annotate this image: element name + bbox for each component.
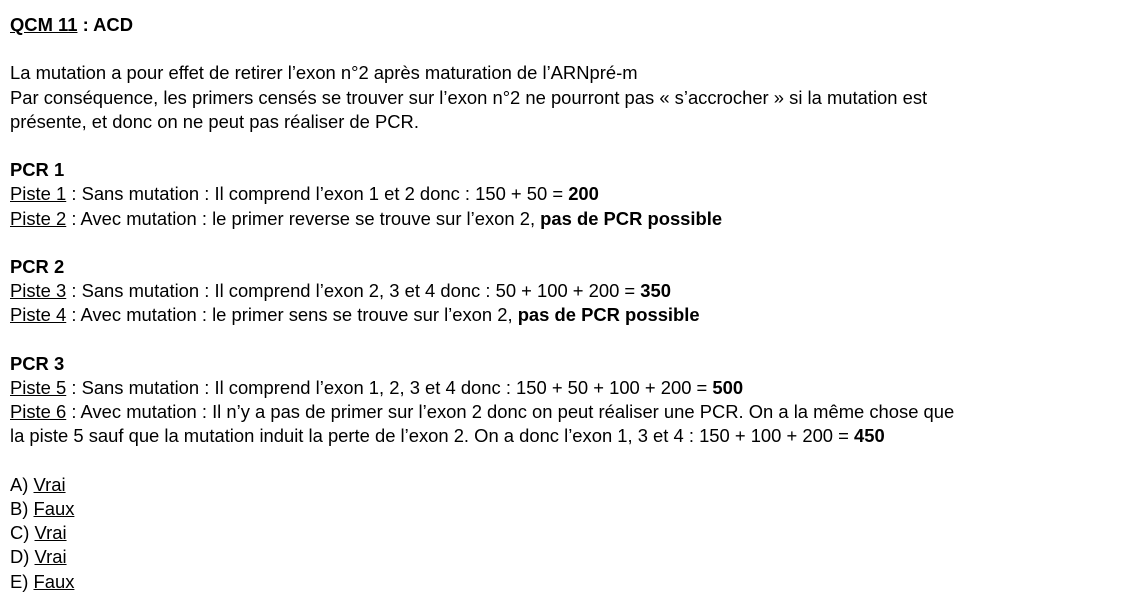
answer-verdict: Vrai: [33, 473, 66, 495]
pcr3-title: PCR 3: [10, 352, 65, 374]
piste1-text: : Sans mutation : Il comprend l’exon 1 et 2 donc : 150 + 50 =: [66, 183, 569, 205]
piste5-line: [10, 376, 1124, 400]
answer-letter: D): [10, 546, 35, 568]
answer-letter: E): [10, 570, 34, 592]
answer-verdict: Faux: [33, 570, 75, 592]
answers-list: [10, 473, 1124, 594]
answer-letter: C): [10, 522, 35, 544]
piste6-text-a: : Avec mutation : Il n’y a pas de primer sur l’exon 2 donc on peut réaliser une PCR. On a la même chose que: [66, 401, 955, 423]
qcm-separator: :: [77, 14, 94, 35]
answer-letter: A): [10, 473, 34, 495]
answer-letter: B): [10, 497, 34, 519]
intro-paragraph: [10, 61, 1124, 134]
piste1-line: [10, 182, 1124, 206]
piste1-result: 200: [568, 183, 599, 205]
piste6-text-b: la piste 5 sauf que la mutation induit la perte de l’exon 2. On a donc l’exon 1, 3 et 4 : 150 + 100 + 200 =: [10, 425, 854, 447]
qcm-answer-key: ACD: [93, 14, 133, 35]
piste6-result: 450: [854, 425, 885, 447]
piste6-line-1: [10, 400, 1124, 424]
piste6-label: Piste 6: [10, 401, 67, 423]
answer-verdict: Vrai: [34, 546, 67, 568]
piste4-line: [10, 303, 1124, 327]
qcm-label: QCM 11: [10, 14, 78, 35]
piste2-text: : Avec mutation : le primer reverse se trouve sur l’exon 2,: [66, 207, 541, 229]
intro-line-3: présente, et donc on ne peut pas réaliser de PCR.: [10, 110, 419, 132]
answer-c: [10, 521, 1124, 545]
qcm-title: [10, 13, 1124, 37]
piste5-result: 500: [712, 376, 744, 398]
answer-verdict: Faux: [33, 497, 75, 519]
piste1-label: Piste 1: [10, 183, 67, 205]
pcr1-title: PCR 1: [10, 159, 65, 181]
piste3-result: 350: [640, 280, 671, 302]
answer-b: [10, 497, 1124, 521]
piste2-result: pas de PCR possible: [540, 207, 723, 229]
piste4-result: pas de PCR possible: [517, 304, 700, 326]
piste4-text: : Avec mutation : le primer sens se trouve sur l’exon 2,: [66, 304, 518, 326]
answer-d: [10, 545, 1124, 569]
piste5-text: : Sans mutation : Il comprend l’exon 1, 2, 3 et 4 donc : 150 + 50 + 100 + 200 =: [66, 376, 713, 398]
piste5-label: Piste 5: [10, 376, 67, 398]
piste3-text: : Sans mutation : Il comprend l’exon 2, 3 et 4 donc : 50 + 100 + 200 =: [66, 280, 641, 302]
answer-verdict: Vrai: [34, 522, 67, 544]
piste4-label: Piste 4: [10, 304, 67, 326]
piste6-line-2: [10, 424, 1124, 448]
pcr1-section: [10, 158, 1124, 231]
intro-line-2: Par conséquence, les primers censés se trouver sur l’exon n°2 ne pourront pas « s’accrocher » si la mutation est: [10, 86, 928, 108]
piste3-line: [10, 279, 1124, 303]
piste2-label: Piste 2: [10, 207, 67, 229]
answer-a: [10, 473, 1124, 497]
intro-line-1: La mutation a pour effet de retirer l’exon n°2 après maturation de l’ARNpré-m: [10, 62, 638, 84]
pcr2-title: PCR 2: [10, 255, 65, 277]
pcr2-section: [10, 255, 1124, 328]
piste2-line: [10, 207, 1124, 231]
answer-e: [10, 570, 1124, 594]
piste3-label: Piste 3: [10, 280, 67, 302]
pcr3-section: [10, 352, 1124, 449]
